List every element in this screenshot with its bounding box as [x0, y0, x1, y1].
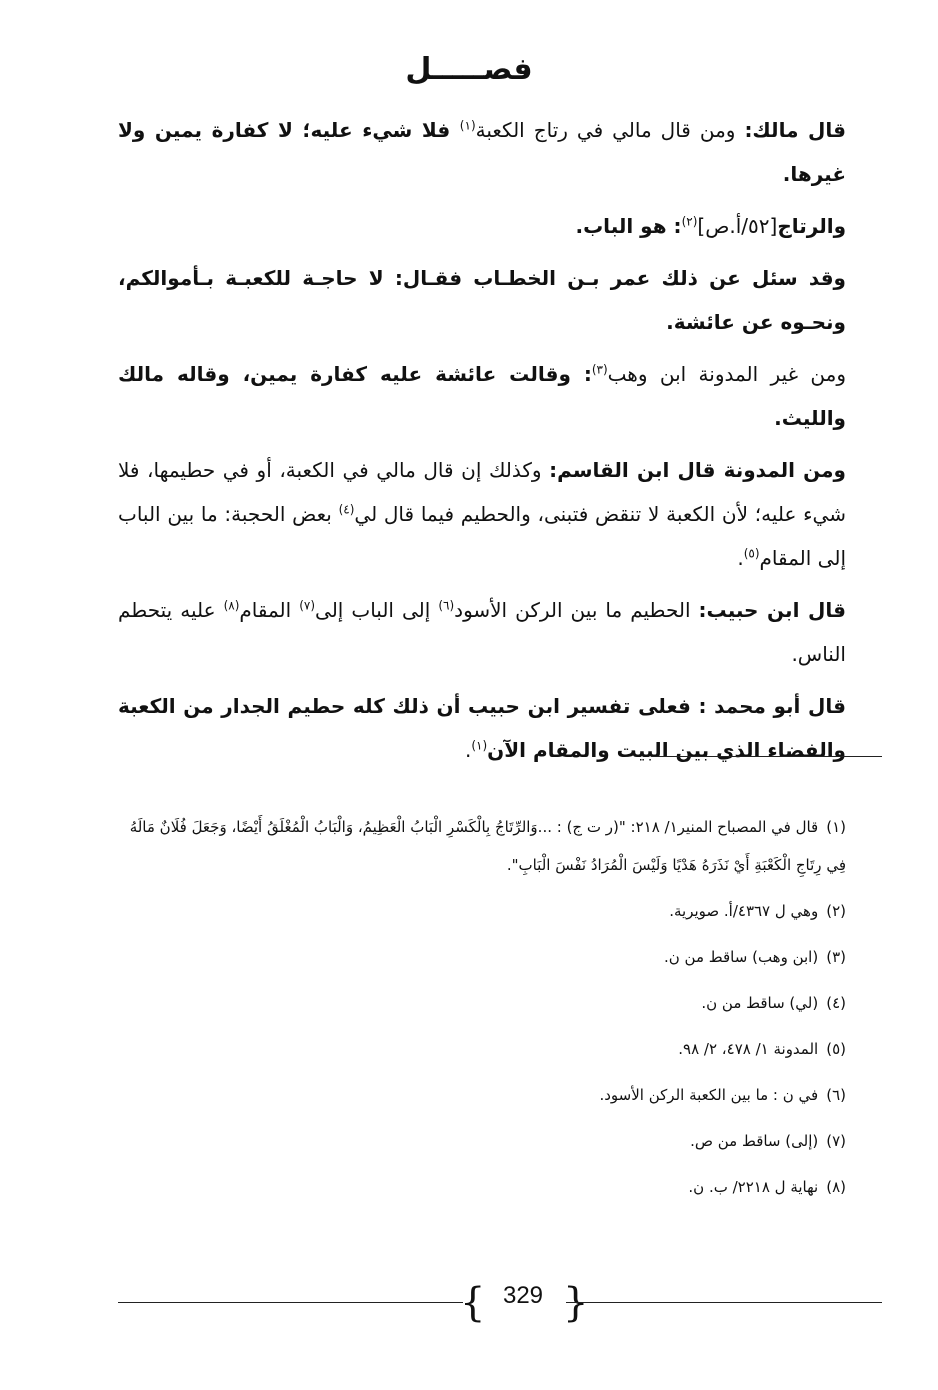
paragraph-text: فعلى تفسير ابن حبيب أن ذلك كله حطيم الجدار من الكعبة والفضاء الذي بين البيت والمقام الآن	[118, 694, 846, 762]
paragraph-text: ومن غير المدونة ابن وهب	[607, 362, 846, 386]
paragraph-2	[118, 204, 846, 248]
footnote-item	[118, 1076, 846, 1114]
footnote-item	[118, 984, 846, 1022]
footnote-text: قال في المصباح المنير١/ ٢١٨: "(ر ت ج) : ...وَالرِّتَاجُ بِالْكَسْرِ الْبَابُ الْعَظِيمُ، وَالْبَابُ الْمُغْلَقُ أَيْضًا، وَجَعَلَ فُلَانٌ مَالَهُ فِي رِتَاجِ الْكَعْبَةِ أَيْ نَذَرَهُ هَدْيًا وَلَيْسَ الْمُرَادُ نَفْسَ الْبَابِ".	[129, 818, 846, 874]
footnote-number: (٦)	[826, 1086, 846, 1104]
paragraph-lead: قال مالك:	[744, 118, 847, 142]
paragraph-text: الحطيم ما بين الركن الأسود	[454, 598, 699, 622]
footnote-text: نهاية ل ٢٢١٨/ ب. ن.	[688, 1178, 819, 1196]
paragraph-4	[118, 352, 846, 440]
footnote-text: (لي) ساقط من ن.	[701, 994, 819, 1012]
footnote-number: (٤)	[826, 994, 846, 1012]
footnote-item	[118, 808, 846, 884]
footnote-number: (٥)	[826, 1040, 846, 1058]
paragraph-text: : وقالت عائشة عليه كفارة يمين، وقاله مالك والليث.	[118, 362, 846, 430]
footnote-number: (٢)	[826, 902, 846, 920]
paragraph-lead: قال أبو محمد :	[698, 694, 846, 718]
paragraph-end: .	[737, 546, 744, 570]
footnote-ref[interactable]: (٥)	[743, 546, 760, 561]
footer-rule-right	[566, 1302, 882, 1303]
footnote-item	[118, 1122, 846, 1160]
paragraph-text: وكذلك إن قال مالي في الكعبة، أو في حطيمها، فلا شيء عليه؛ لأن الكعبة لا تنقض فتبنى، والحطيم فيما قال لي	[118, 458, 846, 526]
footnote-item	[118, 1030, 846, 1068]
footnote-ref[interactable]: (٤)	[338, 502, 355, 517]
footnote-text: (إلى) ساقط من ص.	[690, 1132, 819, 1150]
footnote-ref[interactable]: (٣)	[591, 362, 608, 377]
footer-rule-left	[118, 1302, 463, 1303]
footnote-text: (ابن وهب) ساقط من ن.	[664, 948, 819, 966]
paragraph-text: إلى الباب إلى	[315, 598, 439, 622]
footnote-number: (٣)	[826, 948, 846, 966]
footnote-ref[interactable]: (١)	[471, 738, 488, 753]
paragraph-1	[118, 108, 846, 196]
footnote-ref[interactable]: (٦)	[438, 598, 455, 613]
paragraph-3: وقد سئل عن ذلك عمر بـن الخطـاب فقـال: لا حاجـة للكعبـة بـأموالكم، ونحـوه عن عائشة.	[118, 266, 846, 334]
section-title: فصـــــل	[405, 52, 533, 87]
main-text	[118, 108, 846, 780]
footnote-number: (١)	[826, 818, 846, 836]
paragraph-text: ومن قال مالي في رتاج الكعبة	[475, 118, 745, 142]
paragraph-6	[118, 588, 846, 676]
paragraph-text: فلا شيء عليه؛ لا كفارة يمين ولا غيرها.	[118, 118, 846, 186]
footnote-item	[118, 938, 846, 976]
page-number: 329	[502, 1282, 544, 1309]
paragraph-lead: ومن المدونة قال ابن القاسم:	[549, 458, 846, 482]
footnote-text: وهي ل ٤٣٦٧/أ. صويرية.	[669, 902, 819, 920]
paragraph-text: عليه يتحطم الناس.	[118, 598, 846, 666]
footnote-ref[interactable]: (١)	[459, 118, 476, 133]
paragraph-lead: والرتاج	[777, 214, 846, 238]
footnote-text: المدونة ١/ ٤٧٨، ٢/ ٩٨.	[678, 1040, 819, 1058]
footnote-number: (٧)	[826, 1132, 846, 1150]
footnotes	[118, 808, 846, 1214]
paragraph-7	[118, 684, 846, 772]
footnote-ref[interactable]: (٧)	[299, 598, 316, 613]
paragraph-lead: قال ابن حبيب:	[698, 598, 846, 622]
paragraph-end: .	[464, 738, 472, 762]
footnote-number: (٨)	[826, 1178, 846, 1196]
right-brace-icon: }	[563, 1280, 589, 1326]
page-footer	[118, 1276, 882, 1336]
paragraph-text: : هو الباب.	[575, 214, 682, 238]
footnote-separator	[652, 756, 882, 757]
footnote-ref[interactable]: (٢)	[681, 214, 698, 229]
left-brace-icon: {	[460, 1280, 486, 1326]
page-reference: [٥٢/أ.ص]	[697, 214, 778, 238]
footnote-ref[interactable]: (٨)	[223, 598, 240, 613]
paragraph-text: المقام	[239, 598, 300, 622]
footnote-item	[118, 1168, 846, 1206]
paragraph-5	[118, 448, 846, 580]
footnote-text: في ن : ما بين الكعبة الركن الأسود.	[599, 1086, 819, 1104]
footnote-item	[118, 892, 846, 930]
paragraph-text: بعض الحجبة: ما بين الباب إلى المقام	[118, 502, 846, 570]
